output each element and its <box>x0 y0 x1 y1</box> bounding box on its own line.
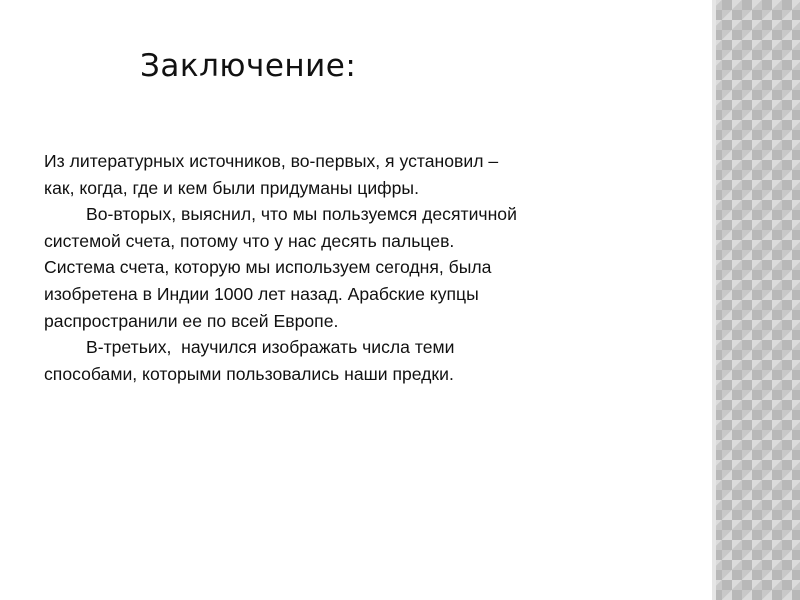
body-line: как, когда, где и кем были придуманы цифры. <box>44 177 419 198</box>
body-line: В-третьих, научился изображать числа теми <box>86 337 455 358</box>
body-line: системой счета, потому что у нас десять пальцев. <box>44 230 455 251</box>
body-line: Во-вторых, выяснил, что мы пользуемся десятичной <box>86 204 517 225</box>
body-line: способами, которыми пользовались наши предки. <box>44 363 454 384</box>
body-line: Система счета, которую мы используем сегодня, была <box>44 257 492 278</box>
body-line: распространили ее по всей Европе. <box>44 310 339 331</box>
body-line: Из литературных источников, во-первых, я установил – <box>44 151 499 171</box>
body-line: изобретена в Индии 1000 лет назад. Арабские купцы <box>44 283 479 304</box>
decorative-side-band <box>712 0 800 600</box>
slide-title: Заключение: <box>140 48 357 84</box>
slide-body <box>44 148 684 387</box>
